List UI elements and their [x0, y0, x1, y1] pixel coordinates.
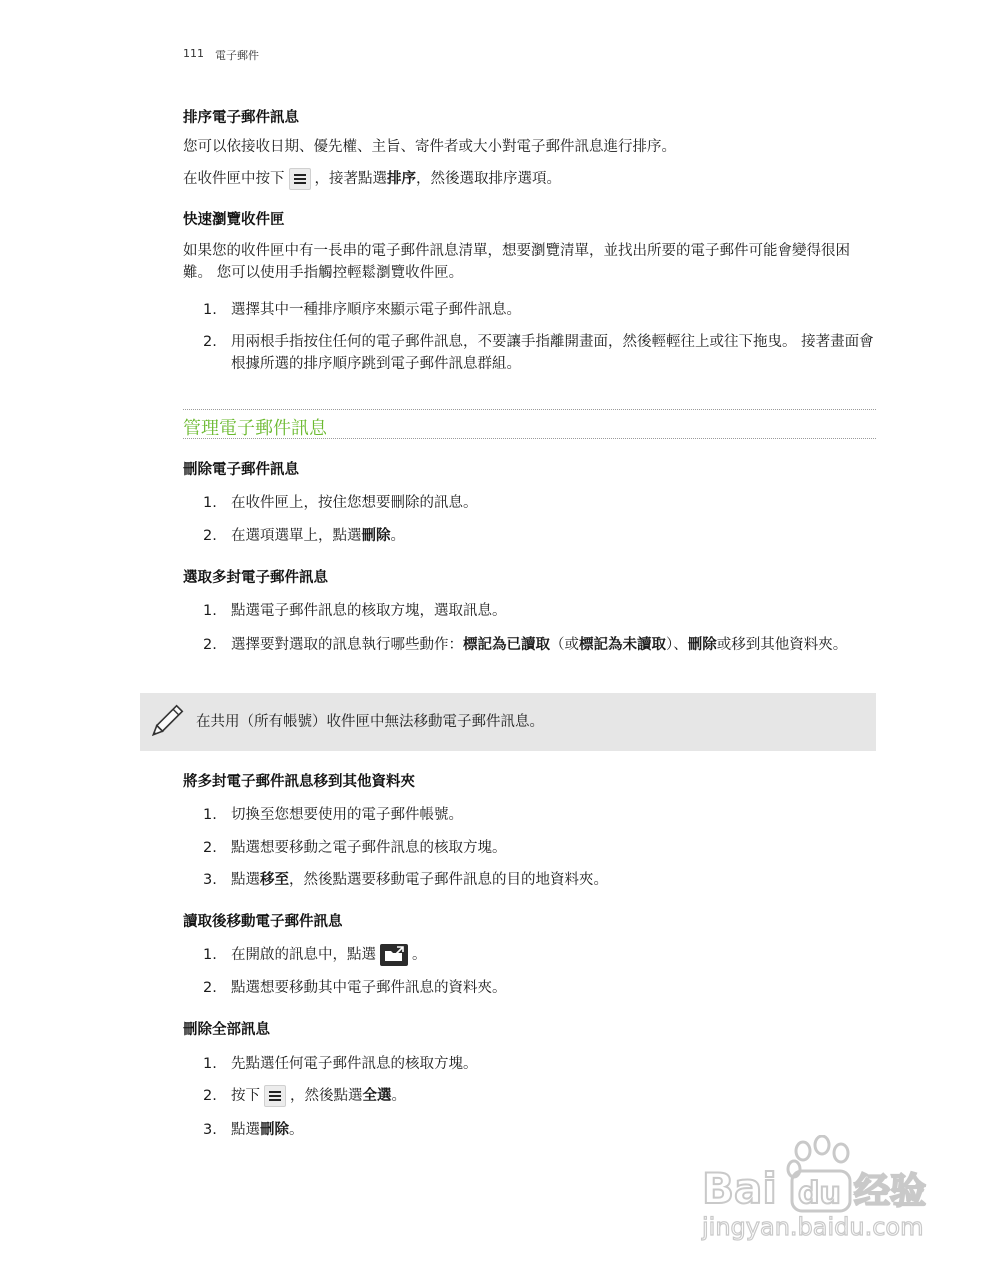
- item-text: 點選電子郵件訊息的核取方塊，選取訊息。: [231, 603, 507, 619]
- item-number: 1.: [203, 947, 217, 963]
- page-number: 111: [183, 47, 204, 60]
- item-text: 選擇其中一種排序順序來顯示電子郵件訊息。: [231, 302, 521, 318]
- bold-term: 刪除: [361, 528, 391, 544]
- text-part: 。: [391, 1088, 406, 1104]
- text-part: 在開啟的訊息中，點選: [231, 947, 376, 963]
- item-text: [231, 525, 876, 547]
- sort-para2-a: 在收件匣中按下: [183, 171, 285, 187]
- quick-para: 如果您的收件匣中有一長串的電子郵件訊息清單，想要瀏覽清單，並找出所要的電子郵件可能會變得很困難。 您可以使用手指觸控輕鬆瀏覽收件匣。: [183, 243, 850, 281]
- bold-term: 刪除: [260, 1122, 289, 1138]
- item-text: [231, 869, 876, 891]
- text-part: 。: [412, 947, 427, 963]
- text-part: 在選項選單上，點選: [231, 528, 362, 544]
- text-part: 點選: [231, 872, 260, 888]
- menu-icon: [264, 1085, 286, 1107]
- item-number: 2.: [203, 637, 217, 653]
- baidu-watermark: [700, 1135, 940, 1245]
- bold-term: 標記為未讀取: [579, 637, 666, 653]
- bold-term: 刪除: [687, 637, 717, 653]
- item-text: [231, 634, 876, 656]
- text-part: 點選: [231, 1122, 260, 1138]
- bold-term: 移至: [260, 872, 289, 888]
- item-number: 3.: [203, 872, 217, 888]
- text-part: ，然後點選要移動電子郵件訊息的目的地資料夾。: [289, 872, 608, 888]
- item-number: 2.: [203, 840, 217, 856]
- item-number: 2.: [203, 980, 217, 996]
- item-text: 切換至您想要使用的電子郵件帳號。: [231, 807, 463, 823]
- item-number: 1.: [203, 495, 217, 511]
- bold-term: 全選: [362, 1088, 392, 1104]
- item-number: 3.: [203, 1122, 217, 1138]
- item-number: 2.: [203, 528, 217, 544]
- item-number: 2.: [203, 334, 217, 350]
- move-folder-icon: [380, 944, 408, 966]
- pencil-icon: [146, 701, 186, 743]
- text-part: 按下: [231, 1088, 260, 1104]
- watermark-brand-cn: 经验: [854, 1171, 927, 1212]
- item-text: 點選想要移動其中電子郵件訊息的資料夾。: [231, 980, 507, 996]
- section-divider-bottom: [183, 438, 876, 439]
- text-part: 。: [289, 1122, 304, 1138]
- baidu-paw-icon: [700, 1135, 940, 1245]
- item-number: 1.: [203, 603, 217, 619]
- after-heading: 讀取後移動電子郵件訊息: [183, 914, 343, 930]
- multi-heading: 選取多封電子郵件訊息: [183, 570, 328, 586]
- text-part: （或: [550, 637, 579, 653]
- text-part: ）、: [666, 637, 688, 653]
- chapter-title: 電子郵件: [215, 49, 259, 62]
- sort-para2-b: ，接著點選: [314, 171, 387, 187]
- watermark-brand-b: du: [798, 1176, 841, 1211]
- quick-heading: 快速瀏覽收件匣: [183, 212, 285, 228]
- move-heading: 將多封電子郵件訊息移到其他資料夾: [183, 774, 415, 790]
- item-number: 2.: [203, 1088, 217, 1104]
- text-part: 或移到其他資料夾。: [716, 637, 848, 653]
- item-text: 點選想要移動之電子郵件訊息的核取方塊。: [231, 840, 507, 856]
- section-divider-top: [183, 409, 876, 410]
- sort-para2-c: ，然後選取排序選項。: [416, 171, 561, 187]
- sort-para1: 您可以依接收日期、優先權、主旨、寄件者或大小對電子郵件訊息進行排序。: [183, 139, 676, 155]
- watermark-brand-a: Bai: [702, 1164, 777, 1213]
- note-text: 在共用（所有帳號）收件匣中無法移動電子郵件訊息。: [196, 714, 544, 730]
- item-text: 先點選任何電子郵件訊息的核取方塊。: [231, 1056, 478, 1072]
- text-part: 選擇要對選取的訊息執行哪些動作：: [231, 637, 463, 653]
- item-number: 1.: [203, 1056, 217, 1072]
- bold-term: 標記為已讀取: [463, 637, 550, 653]
- delete-heading: 刪除電子郵件訊息: [183, 462, 299, 478]
- item-text: [231, 944, 876, 966]
- item-number: 1.: [203, 807, 217, 823]
- note-box: [140, 693, 876, 751]
- sort-heading: 排序電子郵件訊息: [183, 110, 299, 126]
- section-title: 管理電子郵件訊息: [183, 418, 327, 439]
- text-part: ，然後點選: [290, 1088, 363, 1104]
- delall-heading: 刪除全部訊息: [183, 1022, 270, 1038]
- item-number: 1.: [203, 302, 217, 318]
- text-part: 。: [390, 528, 405, 544]
- watermark-url: jingyan.baidu.com: [702, 1213, 924, 1241]
- sort-para2: [183, 168, 878, 190]
- item-text: 在收件匣上，按住您想要刪除的訊息。: [231, 495, 478, 511]
- item-text: 用兩根手指按住任何的電子郵件訊息，不要讓手指離開畫面，然後輕輕往上或往下拖曳。 接著畫面會根據所選的排序順序跳到電子郵件訊息群組。: [231, 334, 874, 372]
- sort-option-bold: 排序: [387, 171, 416, 187]
- menu-icon: [289, 168, 311, 190]
- item-text: [231, 1085, 876, 1107]
